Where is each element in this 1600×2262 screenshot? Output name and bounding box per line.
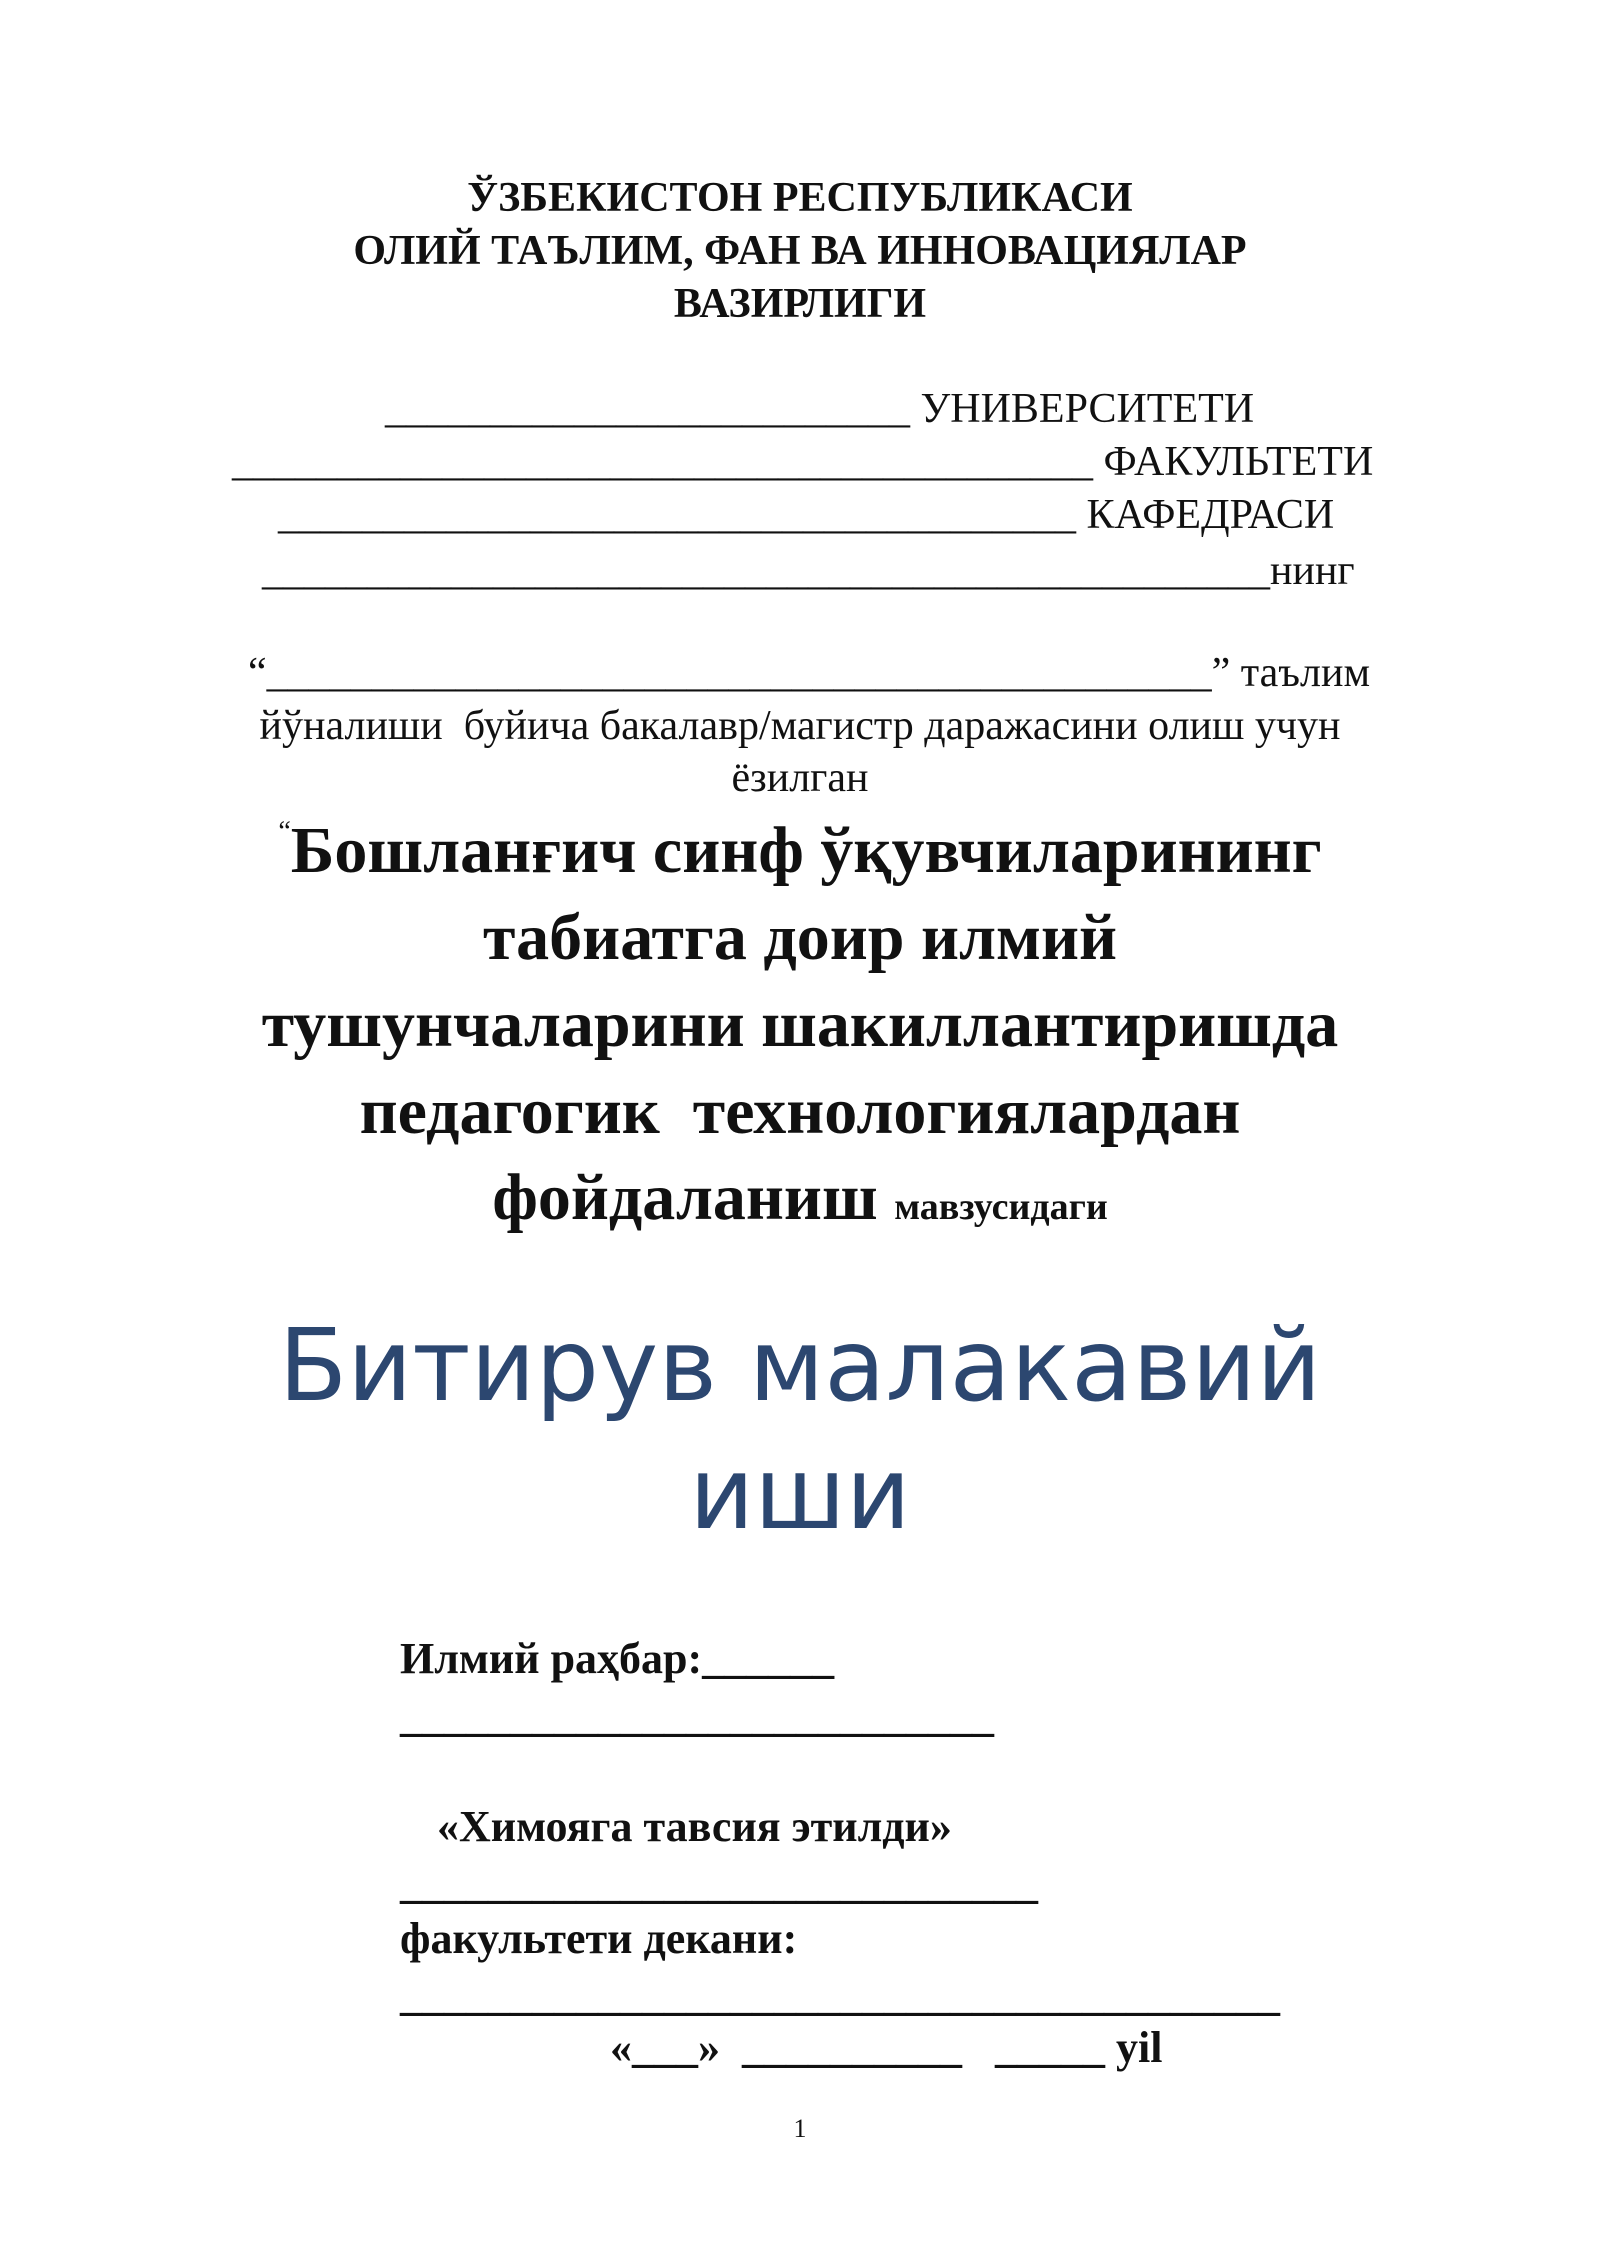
topic-open-quote: “: [278, 816, 291, 847]
student-field: ________________________________________________нинг: [262, 548, 1355, 594]
university-field: _________________________ УНИВЕРСИТЕТИ: [385, 386, 1255, 432]
topic-line-5-text: фойдаланиш: [492, 1161, 878, 1234]
work-type-line-2: иши: [689, 1435, 911, 1552]
work-type-line-1: Битирув малакавий: [278, 1307, 1322, 1424]
direction-line-2: йўналиши буйича бакалавр/магистр даражасини олиш учун: [259, 703, 1341, 749]
ministry-line-2: ОЛИЙ ТАЪЛИМ, ФАН ВА ИННОВАЦИЯЛАР: [353, 228, 1247, 274]
topic-line-1-text: Бошланғич синф ўқувчиларининг: [290, 814, 1322, 887]
dean-line: ________________________________________: [400, 1971, 1280, 2020]
ministry-line-3: ВАЗИРЛИГИ: [673, 281, 927, 327]
topic-suffix: мавзусидаги: [894, 1186, 1108, 1228]
supervisor-line: ___________________________: [400, 1692, 994, 1741]
dean-label: факультети декани:: [400, 1914, 798, 1963]
faculty-field: _________________________________________ ФАКУЛЬТЕТИ: [232, 439, 1374, 485]
direction-line-3: ёзилган: [731, 755, 869, 801]
topic-line-3: тушунчаларини шакиллантиришда: [261, 988, 1339, 1061]
recommended-text: «Химояга тавсия этилди»: [437, 1802, 952, 1851]
supervisor-label: Илмий раҳбар:______: [400, 1634, 835, 1683]
direction-field: “_____________________________________________” таълим: [248, 650, 1371, 696]
ministry-line-1: ЎЗБЕКИСТОН РЕСПУБЛИКАСИ: [467, 175, 1133, 221]
topic-line-1: [0, 814, 1600, 887]
topic-line-2: табиатга доир илмий: [482, 901, 1118, 974]
topic-line-5: [0, 1161, 1600, 1234]
date-line: «___» __________ _____ yil: [610, 2023, 1163, 2072]
topic-line-4: педагогик технологиялардан: [359, 1075, 1241, 1148]
department-field: ______________________________________ КАФЕДРАСИ: [278, 492, 1335, 538]
page-number: 1: [793, 2114, 807, 2143]
recommended-line: _____________________________: [400, 1859, 1038, 1908]
